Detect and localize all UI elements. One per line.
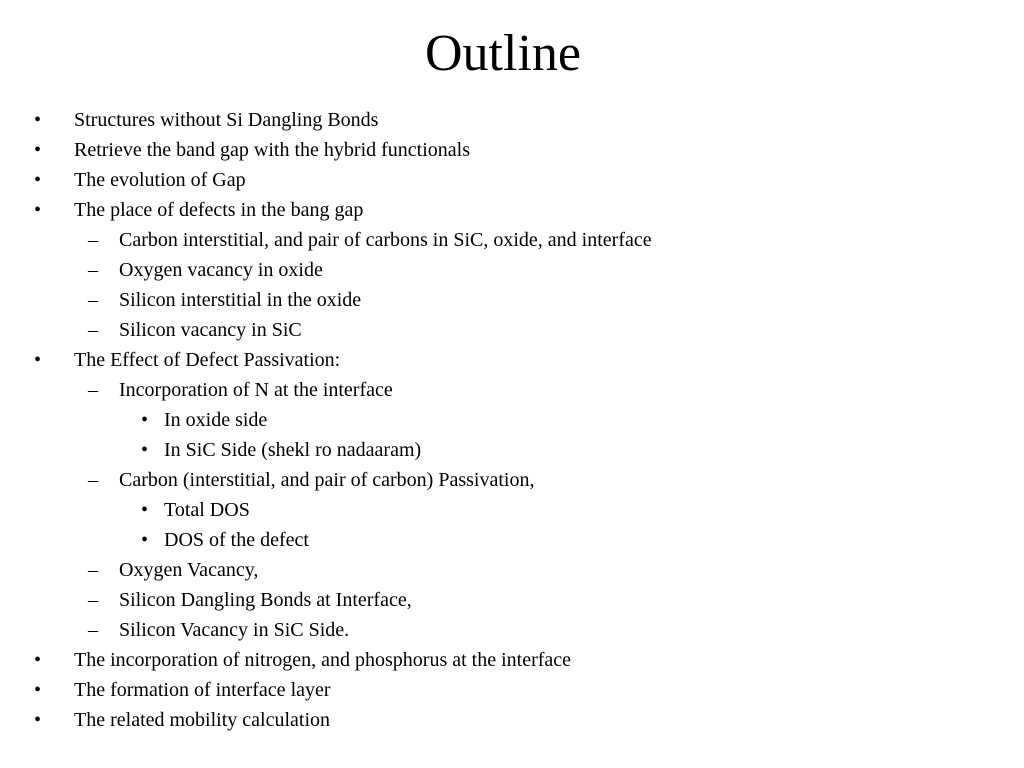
outline-item-level-2 [0,225,1024,255]
outline-item-level-1 [0,105,1024,135]
outline-item-level-2 [0,315,1024,345]
outline-item-text: The place of defects in the bang gap [74,199,364,221]
outline-item-text: Silicon Vacancy in SiC Side. [119,619,350,641]
outline-item-level-2 [0,465,1024,495]
outline-item-text: Oxygen vacancy in oxide [119,259,323,281]
bullet-icon: • [34,649,42,671]
outline-item-text: Structures without Si Dangling Bonds [74,109,379,131]
outline-item-text: Carbon (interstitial, and pair of carbon) Passivation, [119,469,535,491]
outline-item-text: The evolution of Gap [74,169,246,191]
dash-bullet-icon: – [88,319,98,341]
bullet-icon: • [34,709,42,731]
bullet-icon: • [34,199,42,221]
outline-item-level-3 [0,495,1024,525]
outline-item-level-1 [0,165,1024,195]
dash-bullet-icon: – [88,379,98,401]
outline-item-text: Silicon Dangling Bonds at Interface, [119,589,412,611]
outline-item-level-3 [0,405,1024,435]
outline-item-text: In oxide side [164,409,268,431]
outline-item-text: Silicon vacancy in SiC [119,319,302,341]
outline-item-level-1 [0,135,1024,165]
bullet-icon: • [141,439,149,461]
dash-bullet-icon: – [88,619,98,641]
bullet-icon: • [34,169,42,191]
outline-item-text: The incorporation of nitrogen, and phosphorus at the interface [74,649,572,671]
outline-list [0,105,1024,735]
outline-item-text: Total DOS [164,499,250,521]
bullet-icon: • [34,679,42,701]
outline-item-text: The related mobility calculation [74,709,331,731]
dash-bullet-icon: – [88,559,98,581]
bullet-icon: • [141,529,149,551]
outline-item-level-2 [0,285,1024,315]
outline-item-level-2 [0,585,1024,615]
bullet-icon: • [141,499,149,521]
outline-item-text: Retrieve the band gap with the hybrid functionals [74,139,471,161]
outline-item-text: Incorporation of N at the interface [119,379,393,401]
slide-title: Outline [425,25,581,82]
dash-bullet-icon: – [88,589,98,611]
outline-item-level-2 [0,255,1024,285]
outline-item-level-1 [0,645,1024,675]
outline-item-text: Silicon interstitial in the oxide [119,289,362,311]
bullet-icon: • [34,139,42,161]
outline-item-text: The Effect of Defect Passivation: [74,349,341,371]
outline-item-text: DOS of the defect [164,529,309,551]
outline-item-level-1 [0,675,1024,705]
outline-item-text: Oxygen Vacancy, [119,559,259,581]
dash-bullet-icon: – [88,229,98,251]
dash-bullet-icon: – [88,469,98,491]
outline-item-level-3 [0,525,1024,555]
bullet-icon: • [34,349,42,371]
bullet-icon: • [141,409,149,431]
outline-item-level-1 [0,195,1024,225]
outline-item-level-2 [0,555,1024,585]
outline-item-level-1 [0,705,1024,735]
outline-item-text: The formation of interface layer [74,679,331,701]
bullet-icon: • [34,109,42,131]
outline-item-level-2 [0,375,1024,405]
outline-item-text: Carbon interstitial, and pair of carbons in SiC, oxide, and interface [119,229,652,251]
outline-item-level-3 [0,435,1024,465]
dash-bullet-icon: – [88,289,98,311]
outline-item-level-2 [0,615,1024,645]
outline-item-level-1 [0,345,1024,375]
dash-bullet-icon: – [88,259,98,281]
outline-item-text: In SiC Side (shekl ro nadaaram) [164,439,422,461]
